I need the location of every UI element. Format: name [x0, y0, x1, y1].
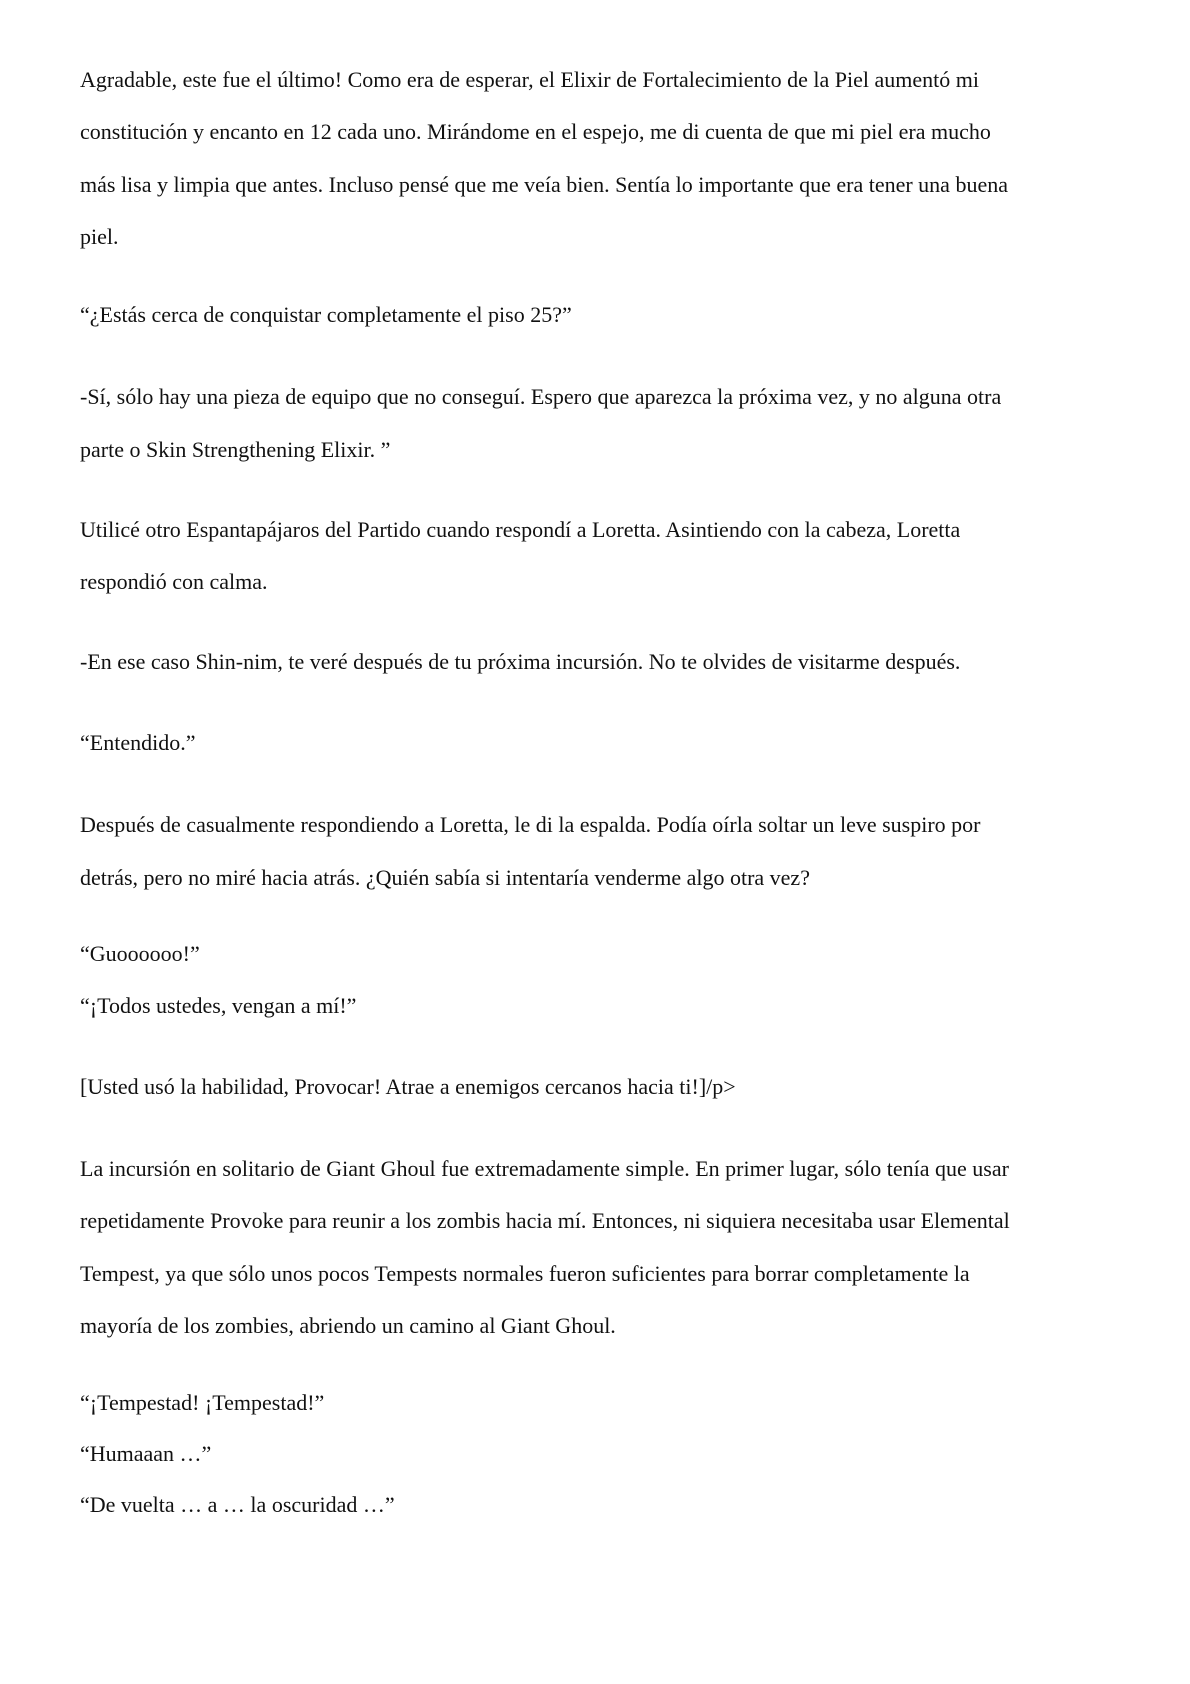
dialogue-line: “¡Tempestad! ¡Tempestad!”	[80, 1390, 325, 1415]
dialogue-line: “Guoooooo!”	[80, 941, 200, 966]
text-line: mayoría de los zombies, abriendo un camino al Giant Ghoul.	[80, 1313, 616, 1338]
text-line: Tempest, ya que sólo unos pocos Tempests normales fueron suficientes para borrar completamente la	[80, 1261, 970, 1286]
text-line: Agradable, este fue el último! Como era de esperar, el Elixir de Fortalecimiento de la Piel aumentó mi	[80, 67, 979, 92]
dialogue-line: -En ese caso Shin-nim, te veré después de tu próxima incursión. No te olvides de visitarme después.	[80, 649, 961, 674]
text-line: Después de casualmente respondiendo a Loretta, le di la espalda. Podía oírla soltar un leve suspiro por	[80, 812, 981, 837]
dialogue-line: “Entendido.”	[80, 730, 196, 755]
text-line: más lisa y limpia que antes. Incluso pensé que me veía bien. Sentía lo importante que era tener una buena	[80, 172, 1008, 197]
text-line: constitución y encanto en 12 cada uno. Mirándome en el espejo, me di cuenta de que mi piel era mucho	[80, 119, 991, 144]
dialogue-line: “Humaaan …”	[80, 1441, 212, 1466]
dialogue-line: -Sí, sólo hay una pieza de equipo que no conseguí. Espero que aparezca la próxima vez, y no alguna otra	[80, 384, 1002, 409]
text-line: Utilicé otro Espantapájaros del Partido cuando respondí a Loretta. Asintiendo con la cabeza, Loretta	[80, 517, 961, 542]
dialogue-line: “¡Todos ustedes, vengan a mí!”	[80, 993, 357, 1018]
text-line: La incursión en solitario de Giant Ghoul fue extremadamente simple. En primer lugar, sólo tenía que usar	[80, 1156, 1009, 1181]
text-line: detrás, pero no miré hacia atrás. ¿Quién sabía si intentaría venderme algo otra vez?	[80, 865, 810, 890]
text-line: repetidamente Provoke para reunir a los zombis hacia mí. Entonces, ni siquiera necesitaba usar Elemental	[80, 1208, 1010, 1233]
text-line: piel.	[80, 224, 119, 249]
dialogue-line: “¿Estás cerca de conquistar completamente el piso 25?”	[80, 302, 572, 327]
text-line: respondió con calma.	[80, 569, 268, 594]
system-message-line: [Usted usó la habilidad, Provocar! Atrae a enemigos cercanos hacia ti!]/p>	[80, 1074, 736, 1099]
dialogue-line: parte o Skin Strengthening Elixir. ”	[80, 437, 391, 462]
dialogue-line: “De vuelta … a … la oscuridad …”	[80, 1492, 395, 1517]
